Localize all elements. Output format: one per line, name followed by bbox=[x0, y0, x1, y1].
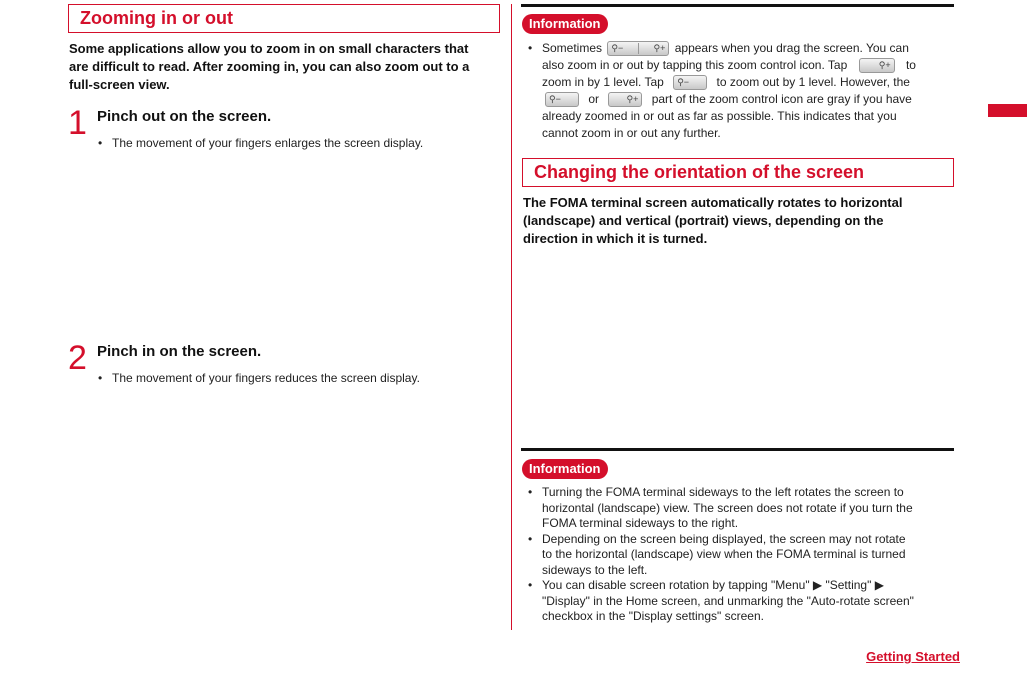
zoom-out-icon: ⚲− bbox=[611, 43, 624, 54]
zoom-out-icon: ⚲− bbox=[677, 77, 690, 88]
orientation-lead bbox=[523, 194, 955, 248]
step-title-1: Pinch out on the screen. bbox=[97, 108, 272, 125]
zoom-lead-line: are difficult to read. After zooming in, you can also zoom out to a bbox=[69, 59, 470, 74]
column-divider bbox=[511, 4, 512, 630]
bullet-icon: • bbox=[528, 41, 533, 55]
chapter-link-getting-started[interactable]: Getting Started bbox=[866, 649, 960, 664]
zoom-lead-line: Some applications allow you to zoom in on small characters that bbox=[69, 41, 469, 56]
info2-list bbox=[522, 485, 954, 625]
info2-line: FOMA terminal sideways to the right. bbox=[542, 516, 739, 530]
zoom-in-gray-icon bbox=[608, 92, 642, 107]
orientation-lead-line: The FOMA terminal screen automatically rotates to horizontal bbox=[523, 195, 903, 210]
zoom-out-icon: ⚲− bbox=[549, 94, 561, 105]
info2-line: checkbox in the "Display settings" screen. bbox=[542, 609, 764, 623]
info1-line: part of the zoom control icon are gray if you have bbox=[651, 92, 912, 106]
zoom-control-icon bbox=[607, 41, 669, 56]
info2-item bbox=[522, 532, 954, 579]
section-title-zoom-text: Zooming in or out bbox=[80, 8, 233, 28]
info2-line: Turning the FOMA terminal sideways to the left rotates the screen to bbox=[542, 485, 904, 499]
info1-line: cannot zoom in or out any further. bbox=[542, 126, 721, 140]
info1-line: Sometimes bbox=[542, 41, 603, 55]
info1-line: appears when you drag the screen. You can bbox=[674, 41, 909, 55]
step-title-2: Pinch in on the screen. bbox=[97, 343, 262, 360]
zoom-in-icon: ⚲+ bbox=[653, 43, 666, 54]
zoom-in-icon: ⚲+ bbox=[626, 94, 639, 105]
info1-line: to bbox=[905, 58, 916, 72]
information-badge-1: Information bbox=[522, 14, 608, 34]
info1-text bbox=[522, 40, 954, 142]
orientation-lead-line: direction in which it is turned. bbox=[523, 231, 708, 246]
zoom-in-icon: ⚲+ bbox=[878, 60, 891, 71]
info1-line: to zoom out by 1 level. However, the bbox=[716, 75, 910, 89]
info2-line: You can disable screen rotation by tapping "Menu" ▶ "Setting" ▶ bbox=[542, 578, 884, 592]
info2-item bbox=[522, 485, 954, 532]
zoom-lead bbox=[69, 40, 509, 94]
section-title-zoom bbox=[68, 4, 500, 33]
info2-line: Depending on the screen being displayed, the screen may not rotate bbox=[542, 531, 906, 546]
zoom-out-gray-icon bbox=[545, 92, 579, 107]
info2-line: "Display" in the Home screen, and unmarking the "Auto-rotate screen" bbox=[542, 593, 914, 608]
section-title-orientation-text: Changing the orientation of the screen bbox=[534, 162, 865, 182]
orientation-lead-line: (landscape) and vertical (portrait) views, depending on the bbox=[523, 213, 884, 228]
bullet-icon: • bbox=[528, 485, 533, 499]
step-bullet-text: The movement of your fingers reduces the screen display. bbox=[112, 371, 420, 385]
info1-line: zoom in by 1 level. Tap bbox=[542, 75, 664, 89]
info1-line: also zoom in or out by tapping this zoom control icon. Tap bbox=[542, 58, 848, 72]
chapter-side-tab bbox=[988, 104, 1027, 117]
info-rule-top bbox=[521, 4, 954, 7]
bullet-icon: • bbox=[98, 371, 103, 385]
information-badge-2: Information bbox=[522, 459, 608, 479]
bullet-icon: • bbox=[528, 531, 533, 546]
step-bullet-2 bbox=[98, 370, 420, 386]
zoom-in-button-icon bbox=[859, 58, 895, 73]
step-number-2: 2 bbox=[68, 339, 87, 377]
zoom-lead-line: full-screen view. bbox=[69, 77, 170, 92]
step-bullet-text: The movement of your fingers enlarges the screen display. bbox=[112, 136, 424, 150]
bullet-icon: • bbox=[98, 136, 103, 150]
info2-line: horizontal (landscape) view. The screen does not rotate if you turn the bbox=[542, 500, 913, 515]
info2-item bbox=[522, 578, 954, 625]
info1-line: or bbox=[588, 92, 600, 106]
info2-line: sideways to the left. bbox=[542, 562, 648, 577]
zoom-icon-separator bbox=[638, 43, 639, 54]
info-rule-bottom bbox=[521, 448, 954, 451]
section-title-orientation bbox=[522, 158, 954, 187]
info2-line: to the horizontal (landscape) view when the FOMA terminal is turned bbox=[542, 547, 906, 561]
zoom-out-button-icon bbox=[673, 75, 707, 90]
step-bullet-1 bbox=[98, 135, 423, 151]
info1-line: already zoomed in or out as far as possible. This indicates that you bbox=[542, 109, 897, 123]
bullet-icon: • bbox=[528, 578, 533, 592]
step-number-1: 1 bbox=[68, 104, 87, 142]
